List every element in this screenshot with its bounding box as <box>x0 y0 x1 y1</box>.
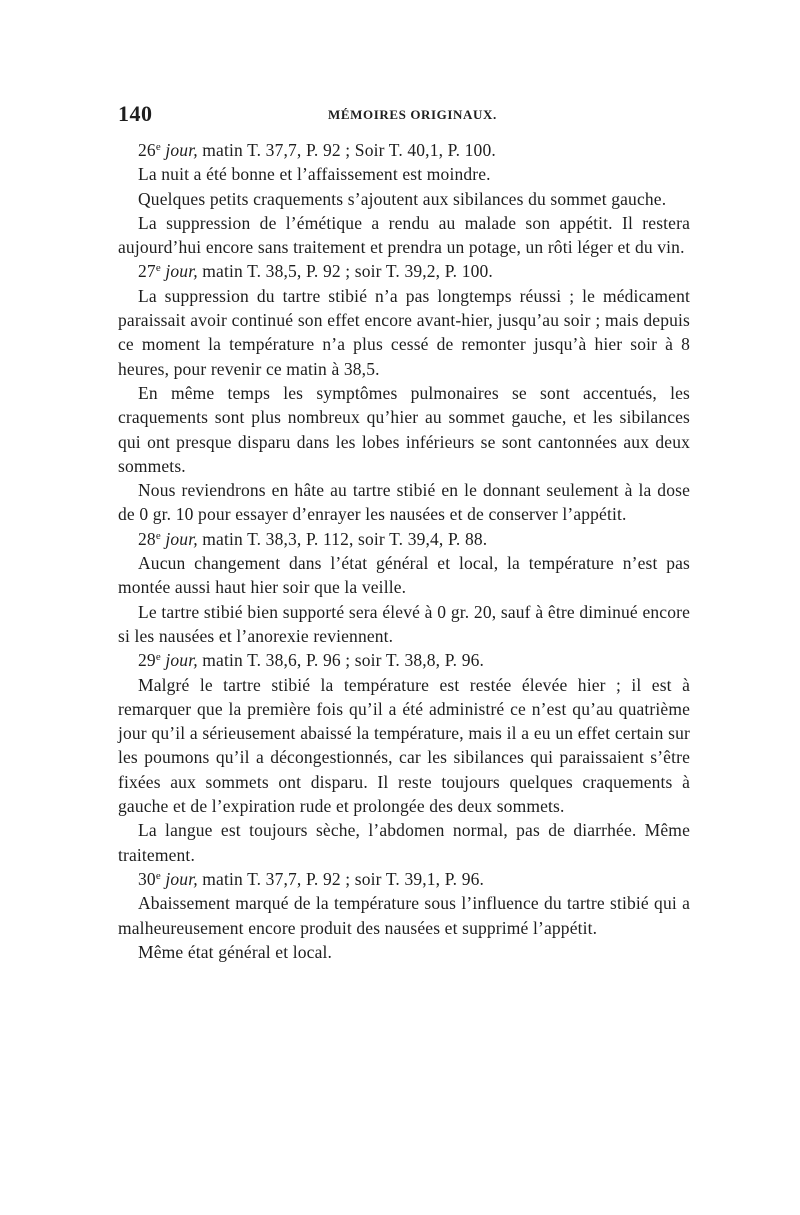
day-label: jour, <box>165 650 198 671</box>
day-entry-29 <box>118 648 690 672</box>
paragraph: Abaissement marqué de la température sous l’influence du tartre stibié qui a malheureusement encore produit des nausées et supprimé l’appétit. <box>118 893 690 938</box>
paragraph: Aucun changement dans l’état général et local, la température n’est pas montée aussi haut hier soir que la veille. <box>118 553 690 598</box>
day-readings: matin T. 38,3, P. 112, soir T. 39,4, P. 88. <box>197 528 488 549</box>
paragraph: Quelques petits craquements s’ajoutent aux sibilances du sommet gauche. <box>138 188 667 209</box>
day-ordinal: e <box>155 651 161 664</box>
day-number: 26 <box>138 140 156 160</box>
paragraph: La langue est toujours sèche, l’abdomen normal, pas de diarrhée. Même traitement. <box>118 820 690 865</box>
page-number: 140 <box>118 101 153 126</box>
paragraph: Nous reviendrons en hâte au tartre stibié en le donnant seulement à la dose de 0 gr. 10 pour essayer d’enrayer les nausées et de conserver l’appétit. <box>118 480 690 525</box>
day-label: jour, <box>165 528 198 549</box>
paragraph: La suppression du tartre stibié n’a pas longtemps réussi ; le médicament paraissait avoir continué son effet encore avant-hier, jusqu’au soir ; mais depuis ce moment la température n’a plus cessé de remonter jusqu’à hier soir à 8 heures, pour revenir ce matin à 38,5. <box>118 285 690 379</box>
paragraph: La nuit a été bonne et l’affaissement est moindre. <box>138 164 491 185</box>
day-label: jour, <box>165 140 198 160</box>
page-header <box>118 101 698 129</box>
day-readings: matin T. 38,6, P. 96 ; soir T. 38,8, P. 96. <box>197 650 485 671</box>
day-ordinal: e <box>155 262 161 275</box>
day-label: jour, <box>165 261 198 282</box>
day-ordinal: e <box>155 141 161 153</box>
paragraph: Malgré le tartre stibié la température est restée élevée hier ; il est à remarquer que la première fois qu’il a été administré ce n’est qu’au quatrième jour qu’il a sérieusement abaissé la température, mais il a eu un effet certain sur les poumons qu’il a décongestionnés, car les sibilances qui paraissaient s’être fixées aux sommets ont disparu. Il reste toujours quelques craquements à gauche et de l’expiration rude et prolongée des deux sommets. <box>118 674 690 817</box>
day-entry-30 <box>118 867 690 891</box>
body-text <box>118 138 690 964</box>
day-label: jour, <box>165 868 198 889</box>
day-ordinal: e <box>155 529 161 542</box>
day-entry-26 <box>118 138 690 162</box>
day-number: 30 <box>138 868 156 889</box>
day-entry-27 <box>118 259 690 283</box>
running-title: MÉMOIRES ORIGINAUX. <box>328 107 497 122</box>
paragraph: En même temps les symptômes pulmonaires se sont accentués, les craquements sont plus nombreux qu’hier au sommet gauche, et les sibilances qui ont presque disparu dans les lobes inférieurs se sont cantonnées aux deux sommets. <box>118 382 690 476</box>
day-number: 28 <box>138 528 156 549</box>
paragraph: Le tartre stibié bien supporté sera élevé à 0 gr. 20, sauf à être diminué encore si les nausées et l’anorexie reviennent. <box>118 601 690 646</box>
day-readings: matin T. 38,5, P. 92 ; soir T. 39,2, P. 100. <box>197 261 493 282</box>
day-readings: matin T. 37,7, P. 92 ; Soir T. 40,1, P. 100. <box>197 140 496 160</box>
day-entry-28 <box>118 527 690 551</box>
day-ordinal: e <box>155 869 161 882</box>
day-readings: matin T. 37,7, P. 92 ; soir T. 39,1, P. 96. <box>197 868 485 889</box>
paragraph: La suppression de l’émétique a rendu au malade son appétit. Il restera aujourd’hui encore sans traitement et prendra un potage, un rôti léger et du vin. <box>118 212 690 258</box>
day-number: 27 <box>138 261 156 282</box>
day-number: 29 <box>138 650 156 671</box>
paragraph: Même état général et local. <box>138 941 333 962</box>
